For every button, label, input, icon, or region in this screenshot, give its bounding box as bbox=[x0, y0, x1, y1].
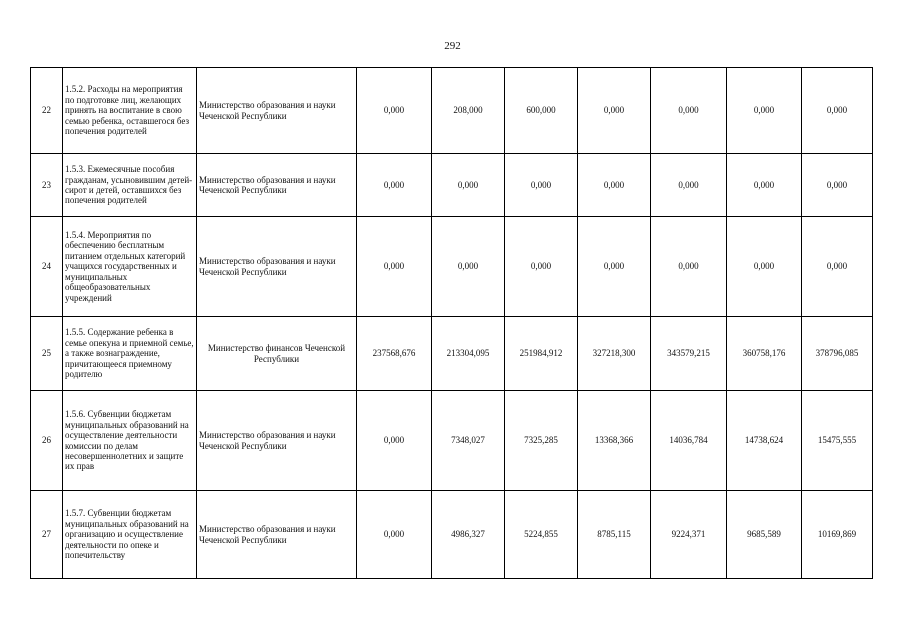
table-body bbox=[31, 68, 873, 579]
value-cell: 15475,555 bbox=[802, 391, 873, 491]
measure-title: 1.5.4. Мероприятия по обеспечению бесплатным питанием отдельных категорий учащихся государственных и муниципальных общеобразовательных учреждений bbox=[63, 217, 197, 317]
value-cell: 0,000 bbox=[357, 491, 432, 579]
value-cell: 0,000 bbox=[578, 68, 651, 154]
value-cell: 0,000 bbox=[727, 217, 802, 317]
value-cell: 9224,371 bbox=[651, 491, 727, 579]
responsible-org: Министерство образования и науки Чеченской Республики bbox=[197, 217, 357, 317]
value-cell: 378796,085 bbox=[802, 317, 873, 391]
value-cell: 0,000 bbox=[802, 154, 873, 217]
value-cell: 600,000 bbox=[505, 68, 578, 154]
row-number: 23 bbox=[31, 154, 63, 217]
value-cell: 360758,176 bbox=[727, 317, 802, 391]
value-cell: 13368,366 bbox=[578, 391, 651, 491]
value-cell: 0,000 bbox=[357, 391, 432, 491]
value-cell: 7325,285 bbox=[505, 391, 578, 491]
value-cell: 0,000 bbox=[505, 217, 578, 317]
row-number: 25 bbox=[31, 317, 63, 391]
value-cell: 0,000 bbox=[727, 68, 802, 154]
value-cell: 14036,784 bbox=[651, 391, 727, 491]
value-cell: 0,000 bbox=[802, 217, 873, 317]
row-number: 27 bbox=[31, 491, 63, 579]
responsible-org: Министерство образования и науки Чеченской Республики bbox=[197, 491, 357, 579]
value-cell: 0,000 bbox=[651, 154, 727, 217]
responsible-org: Министерство образования и науки Чеченской Республики bbox=[197, 391, 357, 491]
value-cell: 0,000 bbox=[505, 154, 578, 217]
value-cell: 0,000 bbox=[432, 154, 505, 217]
measure-title: 1.5.2. Расходы на мероприятия по подготовке лиц, желающих принять на воспитание в свою семью ребенка, оставшегося без попечения родителей bbox=[63, 68, 197, 154]
responsible-org: Министерство образования и науки Чеченской Республики bbox=[197, 68, 357, 154]
page-number: 292 bbox=[444, 40, 461, 52]
value-cell: 0,000 bbox=[727, 154, 802, 217]
table-row bbox=[31, 491, 873, 579]
budget-table bbox=[30, 67, 873, 579]
value-cell: 14738,624 bbox=[727, 391, 802, 491]
measure-title: 1.5.6. Субвенции бюджетам муниципальных образований на осуществление деятельности комиссии по делам несовершеннолетних и защите их прав bbox=[63, 391, 197, 491]
measure-title: 1.5.3. Ежемесячные пособия гражданам, усыновившим детей-сирот и детей, оставшихся без попечения родителей bbox=[63, 154, 197, 217]
value-cell: 4986,327 bbox=[432, 491, 505, 579]
value-cell: 0,000 bbox=[802, 68, 873, 154]
value-cell: 208,000 bbox=[432, 68, 505, 154]
measure-title: 1.5.7. Субвенции бюджетам муниципальных образований на организацию и осуществление деятельности по опеке и попечительству bbox=[63, 491, 197, 579]
value-cell: 0,000 bbox=[578, 154, 651, 217]
row-number: 22 bbox=[31, 68, 63, 154]
value-cell: 213304,095 bbox=[432, 317, 505, 391]
responsible-org: Министерство финансов Чеченской Республики bbox=[197, 317, 357, 391]
value-cell: 8785,115 bbox=[578, 491, 651, 579]
value-cell: 7348,027 bbox=[432, 391, 505, 491]
table-row bbox=[31, 317, 873, 391]
table-row bbox=[31, 68, 873, 154]
table-row bbox=[31, 391, 873, 491]
value-cell: 0,000 bbox=[357, 154, 432, 217]
value-cell: 9685,589 bbox=[727, 491, 802, 579]
table-row bbox=[31, 154, 873, 217]
row-number: 26 bbox=[31, 391, 63, 491]
value-cell: 343579,215 bbox=[651, 317, 727, 391]
value-cell: 10169,869 bbox=[802, 491, 873, 579]
value-cell: 5224,855 bbox=[505, 491, 578, 579]
table-row bbox=[31, 217, 873, 317]
responsible-org: Министерство образования и науки Чеченской Республики bbox=[197, 154, 357, 217]
value-cell: 327218,300 bbox=[578, 317, 651, 391]
value-cell: 0,000 bbox=[578, 217, 651, 317]
value-cell: 0,000 bbox=[357, 217, 432, 317]
value-cell: 0,000 bbox=[432, 217, 505, 317]
value-cell: 251984,912 bbox=[505, 317, 578, 391]
value-cell: 237568,676 bbox=[357, 317, 432, 391]
value-cell: 0,000 bbox=[651, 68, 727, 154]
value-cell: 0,000 bbox=[357, 68, 432, 154]
value-cell: 0,000 bbox=[651, 217, 727, 317]
measure-title: 1.5.5. Содержание ребенка в семье опекуна и приемной семье, а также вознаграждение, причитающееся приемному родителю bbox=[63, 317, 197, 391]
row-number: 24 bbox=[31, 217, 63, 317]
